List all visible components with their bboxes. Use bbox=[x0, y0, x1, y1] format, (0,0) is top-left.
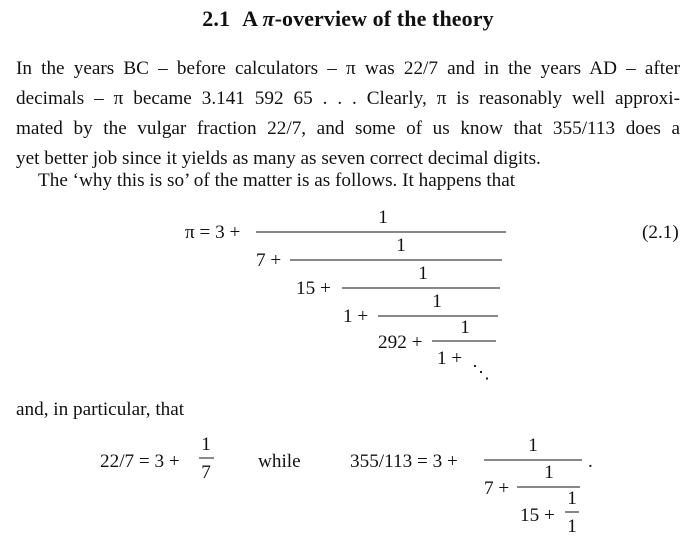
section-title-pre: A bbox=[242, 6, 263, 31]
eq227-numerator: 1 bbox=[201, 434, 211, 455]
eq355-numerator-2: 1 bbox=[544, 462, 554, 483]
eq21-numerator-2: 1 bbox=[396, 235, 406, 256]
eq355-lhs: 355/113 = 3 + bbox=[350, 451, 458, 472]
eq21-term-3: 1 + bbox=[343, 306, 369, 327]
eq355-period: . bbox=[588, 451, 593, 472]
eq21-term-5: 1 + bbox=[437, 348, 463, 369]
paragraph-why-text: The ‘why this is so’ of the matter is as follows. It happens that bbox=[38, 170, 516, 191]
eq355-numerator-3: 1 bbox=[567, 488, 577, 509]
equation-355-113 bbox=[350, 435, 593, 537]
paragraph-intro-line-1: In the years BC – before calculators – π was 22/7 and in the years AD – after bbox=[16, 58, 680, 79]
equation-2-1 bbox=[185, 207, 679, 382]
eq355-term-1: 7 + bbox=[484, 478, 510, 499]
paragraph-intro-line-4: yet better job since it yields as many as seven correct decimal digits. bbox=[16, 148, 541, 169]
section-title-post: -overview of the theory bbox=[274, 6, 494, 31]
equation-label: (2.1) bbox=[642, 222, 679, 243]
eq21-numerator-1: 1 bbox=[378, 207, 388, 228]
eq21-lhs: π = 3 + bbox=[185, 222, 241, 243]
eq21-term-4: 292 + bbox=[378, 332, 423, 353]
eq355-term-2: 15 + bbox=[520, 505, 555, 526]
eq21-term-2: 15 + bbox=[296, 278, 331, 299]
eq355-numerator-1: 1 bbox=[528, 435, 538, 456]
paragraph-in-particular-text: and, in particular, that bbox=[16, 399, 185, 420]
equation-22-7 bbox=[100, 434, 214, 483]
section-title-pi: π bbox=[262, 6, 275, 31]
eq355-last-denominator: 1 bbox=[567, 516, 577, 537]
section-number: 2.1 bbox=[202, 6, 231, 31]
connector-while: while bbox=[258, 451, 301, 472]
eq21-ellipsis: ⋱ bbox=[472, 362, 490, 382]
eq227-denominator: 7 bbox=[201, 462, 211, 483]
eq21-numerator-3: 1 bbox=[418, 263, 428, 284]
paragraph-intro-line-3: mated by the vulgar fraction 22/7, and some of us know that 355/113 does a bbox=[16, 118, 680, 139]
eq21-numerator-4: 1 bbox=[432, 291, 442, 312]
eq21-term-1: 7 + bbox=[256, 250, 282, 271]
eq227-lhs: 22/7 = 3 + bbox=[100, 451, 180, 472]
paragraph-intro-line-2: decimals – π became 3.141 592 65 . . . Clearly, π is reasonably well approxi- bbox=[16, 88, 680, 109]
eq21-numerator-5: 1 bbox=[460, 317, 470, 338]
